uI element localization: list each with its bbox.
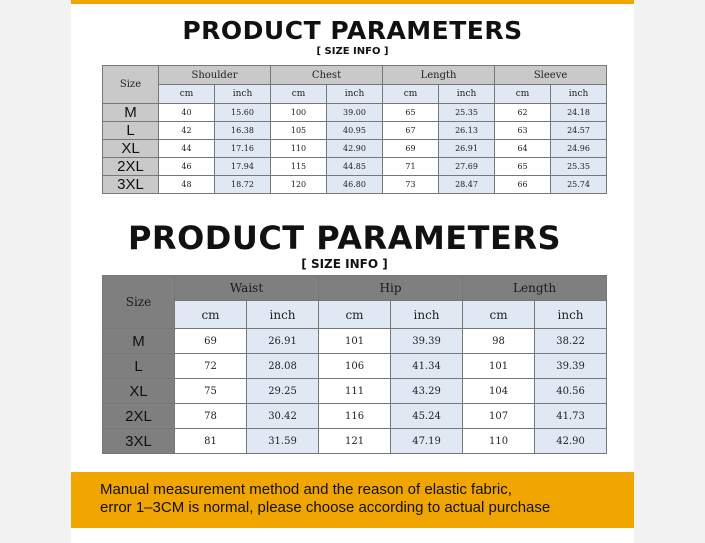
measurement-value: 71 bbox=[383, 158, 439, 176]
table-row bbox=[103, 176, 607, 194]
measurement-value: 46 bbox=[159, 158, 215, 176]
measurement-value: 106 bbox=[319, 354, 391, 379]
unit-header-inch: inch bbox=[391, 301, 463, 329]
measurement-value: 29.25 bbox=[247, 379, 319, 404]
measurement-value: 25.35 bbox=[439, 104, 495, 122]
measurement-value: 42 bbox=[159, 122, 215, 140]
unit-header-cm: cm bbox=[495, 85, 551, 104]
measurement-value: 24.18 bbox=[551, 104, 607, 122]
measurement-value: 115 bbox=[271, 158, 327, 176]
measurement-value: 24.96 bbox=[551, 140, 607, 158]
measure-header-waist: Waist bbox=[175, 276, 319, 301]
top-size-chart-subtitle: [ SIZE INFO ] bbox=[316, 46, 389, 57]
size-label: L bbox=[103, 122, 159, 140]
measurement-value: 65 bbox=[383, 104, 439, 122]
size-label: 3XL bbox=[103, 429, 175, 454]
measurement-value: 105 bbox=[271, 122, 327, 140]
measurement-value: 75 bbox=[175, 379, 247, 404]
measurement-value: 40.56 bbox=[535, 379, 607, 404]
unit-header-inch: inch bbox=[247, 301, 319, 329]
size-label: XL bbox=[103, 379, 175, 404]
measurement-value: 31.59 bbox=[247, 429, 319, 454]
measurement-value: 98 bbox=[463, 329, 535, 354]
measurement-value: 44.85 bbox=[327, 158, 383, 176]
measurement-value: 28.08 bbox=[247, 354, 319, 379]
unit-header-inch: inch bbox=[535, 301, 607, 329]
measurement-value: 41.34 bbox=[391, 354, 463, 379]
unit-header-cm: cm bbox=[159, 85, 215, 104]
measurement-value: 24.57 bbox=[551, 122, 607, 140]
unit-header-cm: cm bbox=[383, 85, 439, 104]
measurement-value: 26.91 bbox=[247, 329, 319, 354]
measurement-value: 69 bbox=[383, 140, 439, 158]
measurement-value: 46.80 bbox=[327, 176, 383, 194]
measurement-value: 18.72 bbox=[215, 176, 271, 194]
measurement-value: 42.90 bbox=[535, 429, 607, 454]
measurement-value: 27.69 bbox=[439, 158, 495, 176]
measurement-value: 38.22 bbox=[535, 329, 607, 354]
table-row bbox=[103, 122, 607, 140]
measurement-value: 25.74 bbox=[551, 176, 607, 194]
measure-header-chest: Chest bbox=[271, 66, 383, 85]
measurement-value: 25.35 bbox=[551, 158, 607, 176]
measurement-value: 116 bbox=[319, 404, 391, 429]
table-row bbox=[103, 140, 607, 158]
measurement-value: 69 bbox=[175, 329, 247, 354]
measurement-value: 16.38 bbox=[215, 122, 271, 140]
header-row bbox=[103, 66, 607, 85]
measurement-value: 40.95 bbox=[327, 122, 383, 140]
measurement-value: 40 bbox=[159, 104, 215, 122]
measurement-value: 101 bbox=[319, 329, 391, 354]
measurement-value: 104 bbox=[463, 379, 535, 404]
table-row bbox=[103, 104, 607, 122]
notice-line-2: error 1–3CM is normal, please choose according to actual purchase bbox=[100, 499, 551, 516]
size-label: 2XL bbox=[103, 158, 159, 176]
top-size-table bbox=[102, 65, 607, 194]
measurement-value: 45.24 bbox=[391, 404, 463, 429]
measurement-value: 120 bbox=[271, 176, 327, 194]
notice-line-1: Manual measurement method and the reason of elastic fabric, bbox=[100, 481, 512, 498]
unit-row bbox=[103, 301, 607, 329]
measure-header-length: Length bbox=[463, 276, 607, 301]
measurement-value: 107 bbox=[463, 404, 535, 429]
measurement-value: 81 bbox=[175, 429, 247, 454]
measurement-value: 67 bbox=[383, 122, 439, 140]
measurement-value: 110 bbox=[463, 429, 535, 454]
bottom-size-chart-title: PRODUCT PARAMETERS bbox=[127, 219, 562, 257]
unit-header-inch: inch bbox=[215, 85, 271, 104]
table-row bbox=[103, 379, 607, 404]
measure-header-hip: Hip bbox=[319, 276, 463, 301]
unit-header-cm: cm bbox=[175, 301, 247, 329]
table-row bbox=[103, 354, 607, 379]
measurement-value: 78 bbox=[175, 404, 247, 429]
top-accent-bar bbox=[71, 0, 634, 4]
size-label: 3XL bbox=[103, 176, 159, 194]
measurement-value: 65 bbox=[495, 158, 551, 176]
table-row bbox=[103, 429, 607, 454]
measurement-value: 17.16 bbox=[215, 140, 271, 158]
measurement-value: 41.73 bbox=[535, 404, 607, 429]
size-column-header: Size bbox=[103, 66, 159, 104]
bottom-size-chart-subtitle: [ SIZE INFO ] bbox=[301, 257, 388, 271]
measurement-value: 39.39 bbox=[391, 329, 463, 354]
size-column-header: Size bbox=[103, 276, 175, 329]
bottom-size-table bbox=[102, 275, 607, 454]
measurement-value: 30.42 bbox=[247, 404, 319, 429]
measurement-value: 121 bbox=[319, 429, 391, 454]
size-label: M bbox=[103, 329, 175, 354]
unit-row bbox=[103, 85, 607, 104]
measurement-value: 26.13 bbox=[439, 122, 495, 140]
top-size-chart-title: PRODUCT PARAMETERS bbox=[182, 16, 523, 45]
size-label: M bbox=[103, 104, 159, 122]
measurement-value: 17.94 bbox=[215, 158, 271, 176]
measurement-value: 100 bbox=[271, 104, 327, 122]
measurement-value: 42.90 bbox=[327, 140, 383, 158]
table-row bbox=[103, 158, 607, 176]
measurement-value: 110 bbox=[271, 140, 327, 158]
measurement-value: 73 bbox=[383, 176, 439, 194]
table-row bbox=[103, 329, 607, 354]
measurement-value: 66 bbox=[495, 176, 551, 194]
measurement-value: 48 bbox=[159, 176, 215, 194]
measurement-value: 47.19 bbox=[391, 429, 463, 454]
measure-header-sleeve: Sleeve bbox=[495, 66, 607, 85]
measure-header-shoulder: Shoulder bbox=[159, 66, 271, 85]
measurement-value: 39.39 bbox=[535, 354, 607, 379]
measurement-value: 64 bbox=[495, 140, 551, 158]
size-label: XL bbox=[103, 140, 159, 158]
unit-header-cm: cm bbox=[319, 301, 391, 329]
size-label: L bbox=[103, 354, 175, 379]
size-label: 2XL bbox=[103, 404, 175, 429]
measurement-value: 63 bbox=[495, 122, 551, 140]
unit-header-inch: inch bbox=[439, 85, 495, 104]
header-row bbox=[103, 276, 607, 301]
measurement-value: 44 bbox=[159, 140, 215, 158]
measure-header-length: Length bbox=[383, 66, 495, 85]
measurement-value: 28.47 bbox=[439, 176, 495, 194]
unit-header-cm: cm bbox=[271, 85, 327, 104]
measurement-value: 43.29 bbox=[391, 379, 463, 404]
measurement-value: 111 bbox=[319, 379, 391, 404]
size-chart-sheet bbox=[71, 0, 634, 543]
measurement-value: 15.60 bbox=[215, 104, 271, 122]
measurement-value: 101 bbox=[463, 354, 535, 379]
measurement-notice bbox=[71, 472, 634, 528]
measurement-value: 26.91 bbox=[439, 140, 495, 158]
unit-header-cm: cm bbox=[463, 301, 535, 329]
unit-header-inch: inch bbox=[551, 85, 607, 104]
measurement-value: 39.00 bbox=[327, 104, 383, 122]
table-row bbox=[103, 404, 607, 429]
measurement-value: 72 bbox=[175, 354, 247, 379]
measurement-value: 62 bbox=[495, 104, 551, 122]
unit-header-inch: inch bbox=[327, 85, 383, 104]
